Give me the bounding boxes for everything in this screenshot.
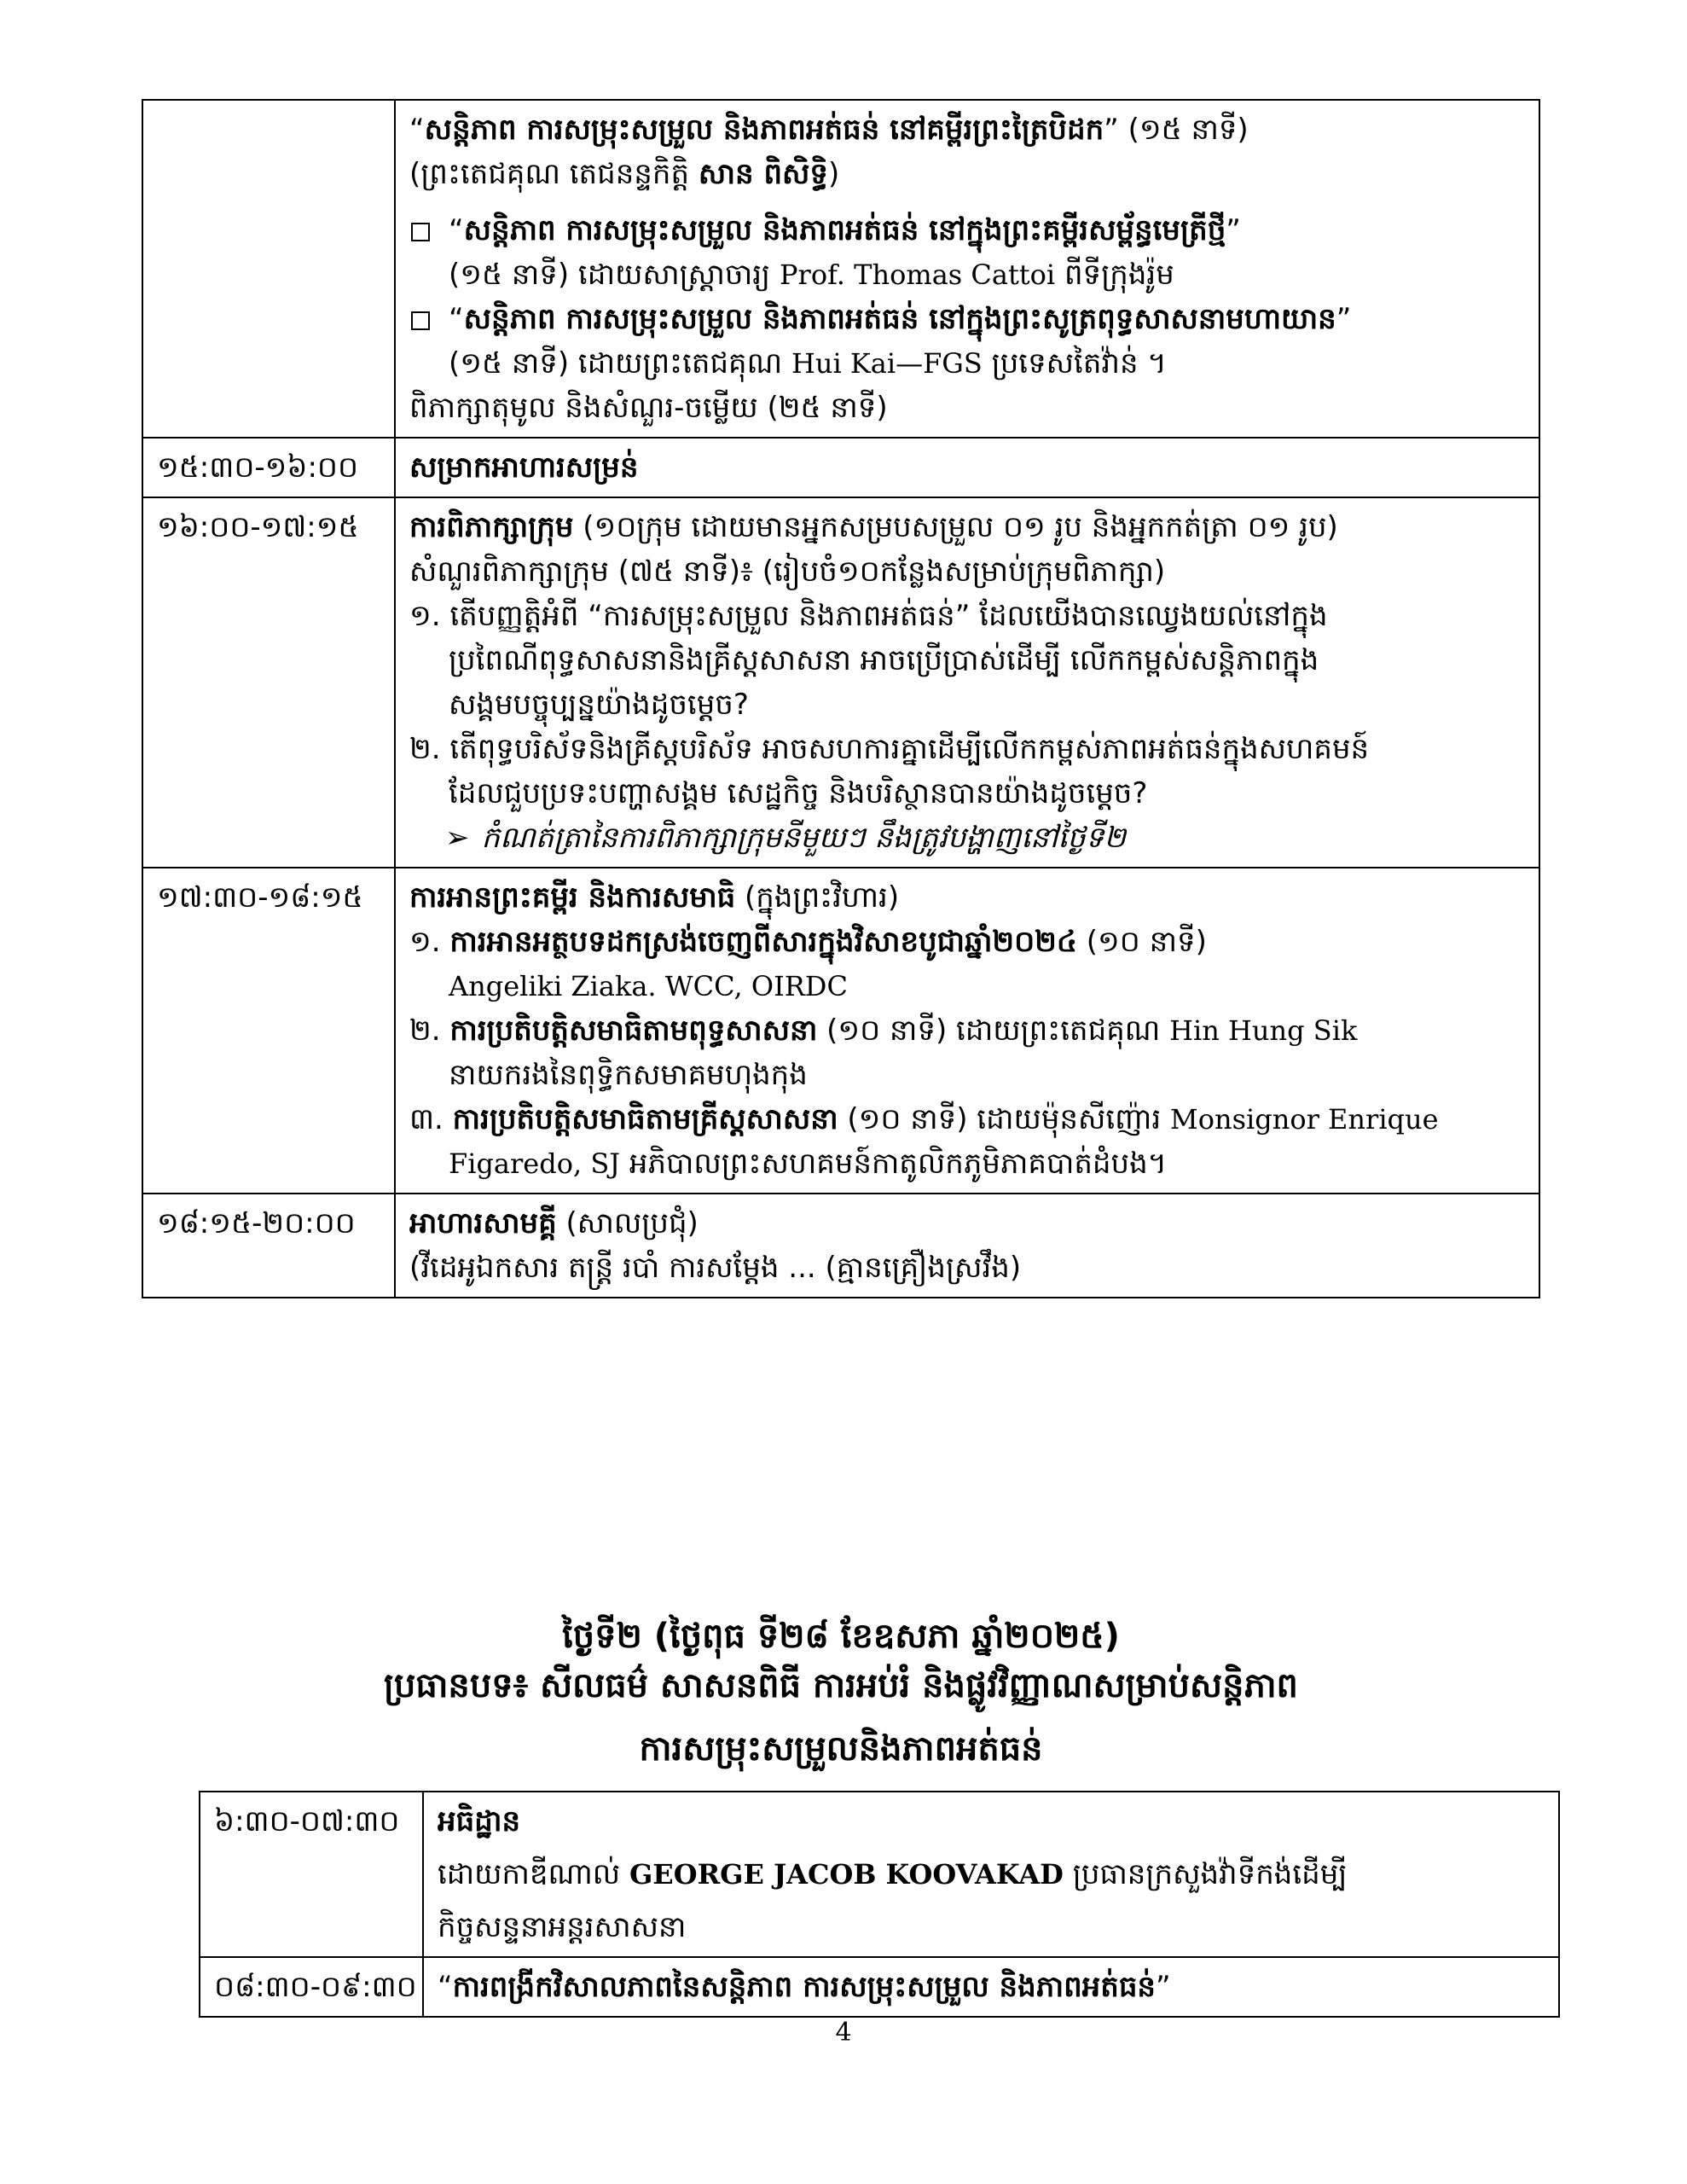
arrow-icon: ➢ (445, 821, 470, 855)
speaker-line-cont: កិច្ចសន្ទនាអន្តរសាសនា (438, 1910, 687, 1944)
speaker-line: (ព្រះតេជគុណ តេជនន្ទកិត្តិ សាន ពិសិទ្ធិ) (409, 157, 840, 191)
session-cell (423, 1792, 1559, 1957)
session-title: ការអានព្រះគម្ពីរ និងការសមាធិ (ក្នុងព្រះវិហារ) (409, 880, 900, 915)
time-cell: ១៥:៣០-១៦:០០ (142, 438, 395, 497)
session-cell (395, 100, 1539, 438)
table-row (142, 100, 1539, 438)
question-1-cont: ប្រពៃណីពុទ្ធសាសនានិងគ្រីស្តសាសនា អាចប្រើប្រាស់ដើម្បី លើកកម្ពស់សន្តិភាពក្នុង (449, 643, 1319, 677)
session-title: ការពិភាក្សាក្រុម (១០ក្រុម ដោយមានអ្នកសម្របសម្រួល ០១ រូប និងអ្នកកត់ត្រា ០១ រូប) (409, 510, 1338, 544)
session-line: សំណួរពិភាក្សាក្រុម (៧៥ នាទី)៖ (រៀបចំ១០កន្លែងសម្រាប់ក្រុមពិភាក្សា) (409, 555, 1166, 589)
session-title: អាហារសាមគ្គី (សាលប្រជុំ) (409, 1206, 699, 1240)
page-number: 4 (835, 2018, 852, 2048)
theme-heading: ប្រធានបទ៖ សីលធម៌ សាសនពិធី ការអប់រំ និងផ្លូវវិញ្ញាណសម្រាប់សន្តិភាព (384, 1666, 1298, 1705)
session-cell (423, 1957, 1559, 2017)
time-cell: ០៨:៣០-០៩:៣០ (200, 1957, 423, 2017)
session-cell (395, 497, 1539, 868)
table-row (142, 1194, 1539, 1298)
note-line: ➢ កំណត់ត្រានៃការពិភាក្សាក្រុមនីមួយៗ នឹងត្រូវបង្ហាញនៅថ្ងៃទី២ (409, 816, 1525, 860)
session-title: សម្រាកអាហារសម្រន់ (409, 450, 639, 485)
checkbox-icon (411, 223, 430, 241)
question-2: ២. តើពុទ្ធបរិស័ទនិងគ្រីស្តបរិស័ទ អាចសហការគ្នាដើម្បីលើកកម្ពស់ភាពអត់ធន់ក្នុងសហគមន៍ (409, 732, 1370, 766)
speaker-line: នាយករងនៃពុទ្ធិកសមាគមហុងកុង (449, 1058, 808, 1092)
table-row (200, 1792, 1559, 1957)
speaker-line: Figaredo, SJ អភិបាលព្រះសហគមន៍កាតូលិកភូមិភាគបាត់ដំបង។ (449, 1147, 1168, 1181)
time-cell: ១៦:០០-១៧:១៥ (142, 497, 395, 868)
session-cell (395, 868, 1539, 1194)
session-title: អធិដ្ឋាន (438, 1804, 521, 1838)
list-item: ២. ការប្រតិបត្តិសមាធិតាមពុទ្ធសាសនា (១០ នាទី) ដោយព្រះតេជគុណ Hin Hung Sik (409, 1014, 1358, 1048)
list-item: ១. ការអានអត្ថបទដកស្រង់ចេញពីសារក្នុងវិសាខបូជាឆ្នាំ២០២៤ (១០ នាទី) (409, 925, 1207, 959)
time-cell: ១៧:៣០-១៨:១៥ (142, 868, 395, 1194)
time-cell: ១៨:១៥-២០:០០ (142, 1194, 395, 1298)
session-cell (395, 1194, 1539, 1298)
discussion-line: ពិភាក្សាតុមូល និងសំណួរ-ចម្លើយ (២៥ នាទី) (409, 391, 888, 425)
question-2-cont: ដែលជួបប្រទះបញ្ហាសង្គម សេដ្ឋកិច្ច និងបរិស្ថានបានយ៉ាងដូចម្តេច? (449, 776, 1148, 810)
agenda-table-day2 (199, 1791, 1560, 2018)
theme-heading-cont: ការសម្រុះសម្រួលនិងភាពអត់ធន់ (639, 1729, 1043, 1769)
session-line: (វីដេអូឯកសារ តន្ត្រី របាំ ការសម្តែង ... (គ្មានគ្រឿងស្រវឹង) (409, 1251, 1022, 1285)
day-heading: ថ្ងៃទី២ (ថ្ងៃពុធ ទី២៨ ខែឧសភា ឆ្នាំ២០២៥) (562, 1617, 1120, 1656)
time-cell: ៦:៣០-០៧:៣០ (200, 1792, 423, 1957)
table-row (142, 868, 1539, 1194)
speaker-line: Angeliki Ziaka. WCC, OIRDC (449, 970, 848, 1002)
speaker-line: (១៥ នាទី) ដោយសាស្ត្រាចារ្យ Prof. Thomas Cattoi ពីទីក្រុងរ៉ូម (449, 258, 1174, 292)
speaker-line: ដោយកាឌីណាល់ GEORGE JACOB KOOVAKAD ប្រធានក្រសួងវ៉ាទីកង់ដើម្បី (438, 1857, 1348, 1891)
checklist-item: “សន្តិភាព ការសម្រុះសម្រួល និងភាពអត់ធន់ នៅក្នុងព្រះគម្ពីរសម្ព័ន្ធមេត្រីថ្មី” (409, 208, 1525, 253)
table-row (142, 438, 1539, 497)
table-row (142, 497, 1539, 868)
question-1-cont: សង្គមបច្ចុប្បន្នយ៉ាងដូចម្តេច? (449, 688, 749, 722)
list-item: ៣. ការប្រតិបត្តិសមាធិតាមគ្រីស្តសាសនា (១០ នាទី) ដោយម៉ុនសីញ៉ោរ Monsignor Enrique (409, 1102, 1439, 1136)
time-cell (142, 100, 395, 438)
session-title: “សន្តិភាព ការសម្រុះសម្រួល និងភាពអត់ធន់ នៅគម្ពីរព្រះត្រៃបិដក” (១៥ នាទី) (409, 113, 1249, 147)
checklist-item: “សន្តិភាព ការសម្រុះសម្រួល និងភាពអត់ធន់ នៅក្នុងព្រះសូត្រពុទ្ធសាសនាមហាយាន” (409, 297, 1525, 341)
session-title: “ការពង្រីកវិសាលភាពនៃសន្តិភាព ការសម្រុះសម្រួល និងភាពអត់ធន់” (438, 1970, 1171, 2004)
question-1: ១. តើបញ្ញត្តិអំពី “ការសម្រុះសម្រួល និងភាពអត់ធន់” ដែលយើងបានឈ្វេងយល់នៅក្នុង (409, 599, 1328, 633)
speaker-line: (១៥ នាទី) ដោយព្រះតេជគុណ Hui Kai—FGS ប្រទេសតៃវ៉ាន់ ។ (449, 346, 1167, 380)
table-row (200, 1957, 1559, 2017)
session-cell (395, 438, 1539, 497)
checkbox-icon (411, 311, 430, 330)
agenda-table-day1 (142, 99, 1540, 1298)
